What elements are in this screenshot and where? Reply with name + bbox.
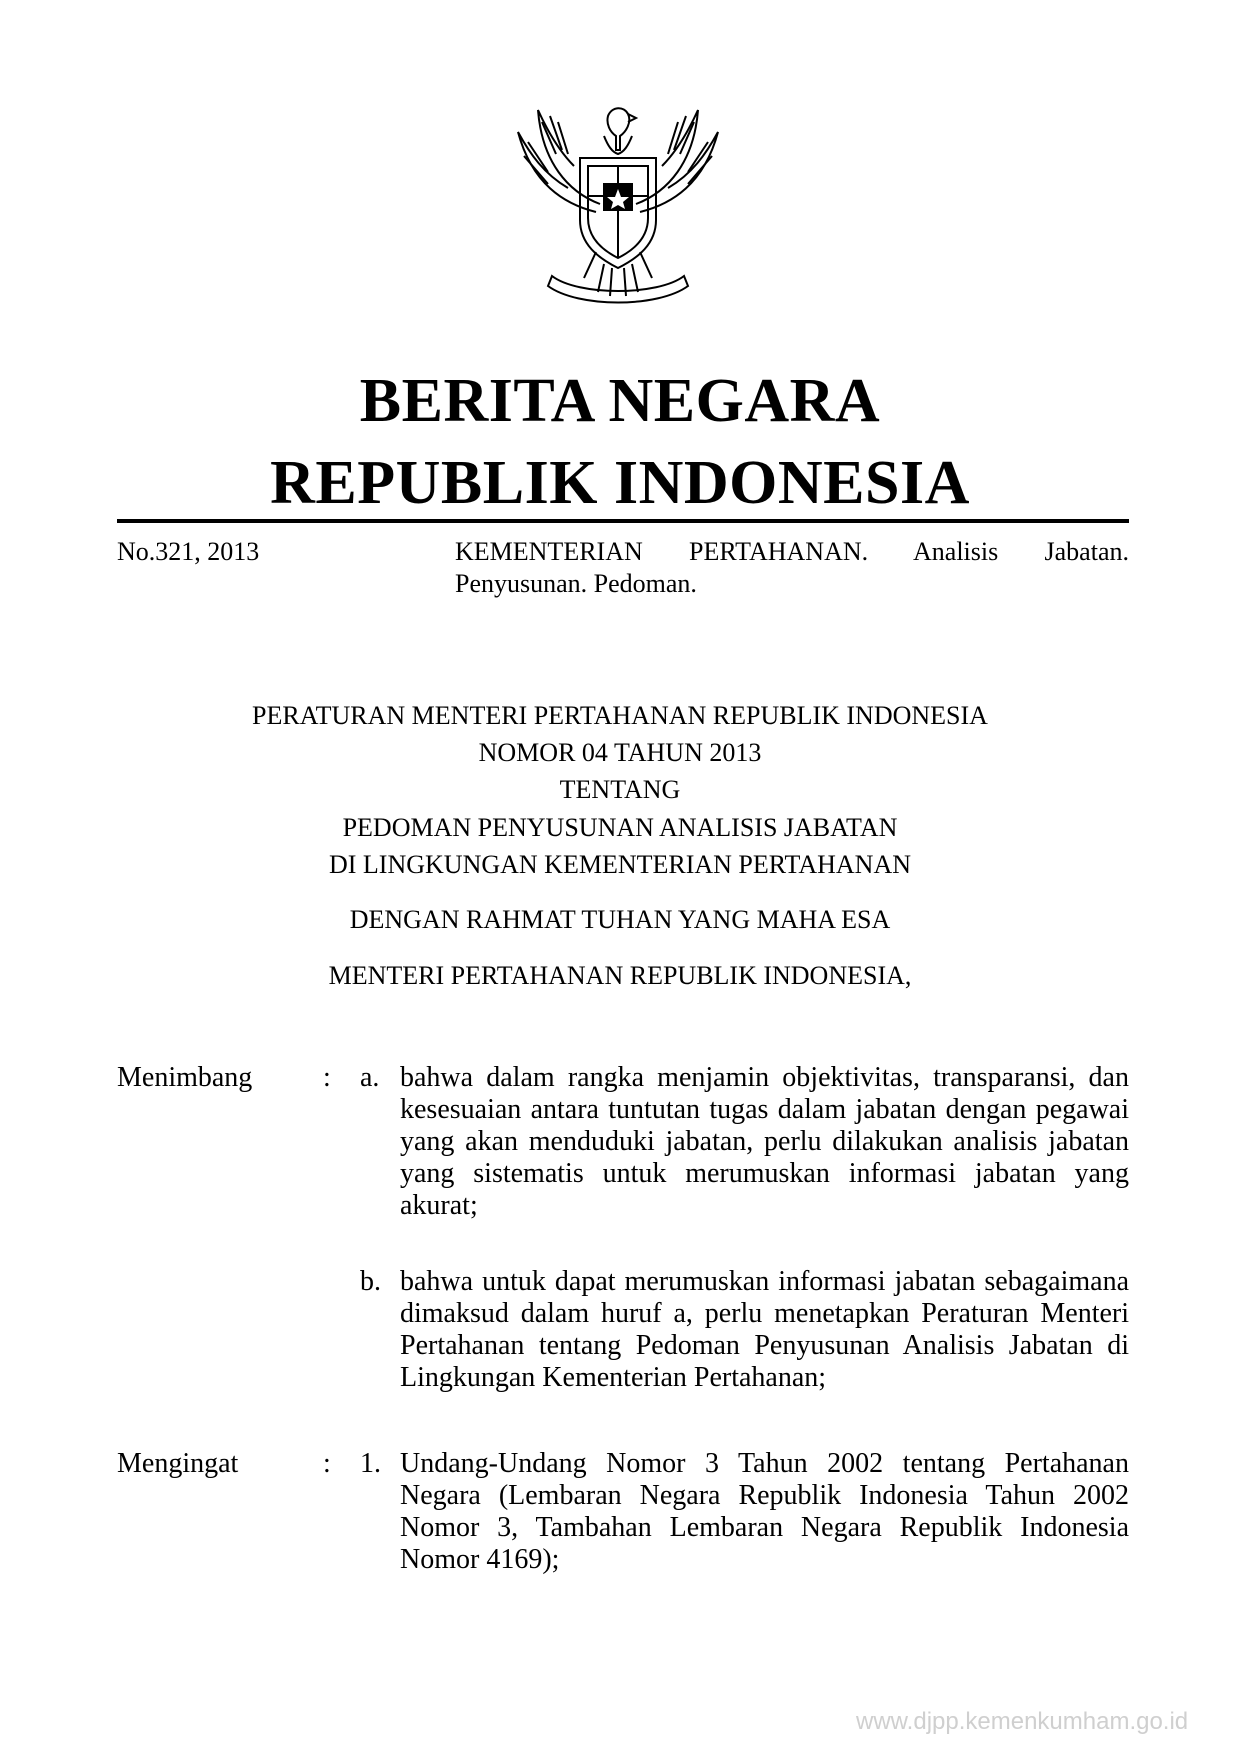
gazette-subject-line1: KEMENTERIAN PERTAHANAN. Analisis Jabatan. <box>455 537 1129 566</box>
regulation-title-line1: PERATURAN MENTERI PERTAHANAN REPUBLIK INDONESIA <box>252 701 988 730</box>
regulation-subject-line1: PEDOMAN PENYUSUNAN ANALISIS JABATAN <box>342 813 898 842</box>
gazette-subject <box>455 536 1129 600</box>
menimbang-item-a-marker: a. <box>360 1062 380 1093</box>
authority: MENTERI PERTAHANAN REPUBLIK INDONESIA, <box>328 961 912 990</box>
mengingat-label: Mengingat <box>117 1448 239 1479</box>
regulation-tentang: TENTANG <box>559 775 681 804</box>
gazette-subject-line2: Penyusunan. Pedoman. <box>455 569 697 598</box>
menimbang-item-b-marker: b. <box>360 1266 381 1297</box>
masthead-title-line2: REPUBLIK INDONESIA <box>270 449 970 517</box>
menimbang-item-a-text: bahwa dalam rangka menjamin objektivitas, transparansi, dan kesesuaian antara tuntutan tugas dalam jabatan dengan pegawai yang akan menduduki jabatan, perlu dilakukan analisis jabatan yang sistematis untuk merumuskan informasi jabatan yang akurat; <box>400 1062 1129 1221</box>
menimbang-label: Menimbang <box>117 1062 253 1093</box>
regulation-subject-line2: DI LINGKUNGAN KEMENTERIAN PERTAHANAN <box>328 850 912 879</box>
mengingat-item-1-marker: 1. <box>360 1448 381 1479</box>
masthead-title-line1: BERITA NEGARA <box>359 367 881 435</box>
menimbang-item-b-text: bahwa untuk dapat merumuskan informasi jabatan sebagaimana dimaksud dalam huruf a, perlu menetapkan Peraturan Menteri Pertahanan tentang Pedoman Penyusunan Analisis Jabatan di Lingkungan Kementerian Pertahanan; <box>400 1266 1129 1393</box>
header-rule <box>117 519 1129 523</box>
invocation: DENGAN RAHMAT TUHAN YANG MAHA ESA <box>349 905 891 934</box>
gazette-number: No.321, 2013 <box>117 537 260 566</box>
mengingat-colon: : <box>323 1448 331 1479</box>
garuda-emblem-icon <box>508 92 728 312</box>
watermark-url: www.djpp.kemenkumham.go.id <box>856 1708 1189 1735</box>
mengingat-item-1-text: Undang-Undang Nomor 3 Tahun 2002 tentang Pertahanan Negara (Lembaran Negara Republik Indonesia Tahun 2002 Nomor 3, Tambahan Lembaran Negara Republik Indonesia Nomor 4169); <box>400 1448 1129 1575</box>
menimbang-colon: : <box>323 1062 331 1093</box>
regulation-number: NOMOR 04 TAHUN 2013 <box>478 738 762 767</box>
